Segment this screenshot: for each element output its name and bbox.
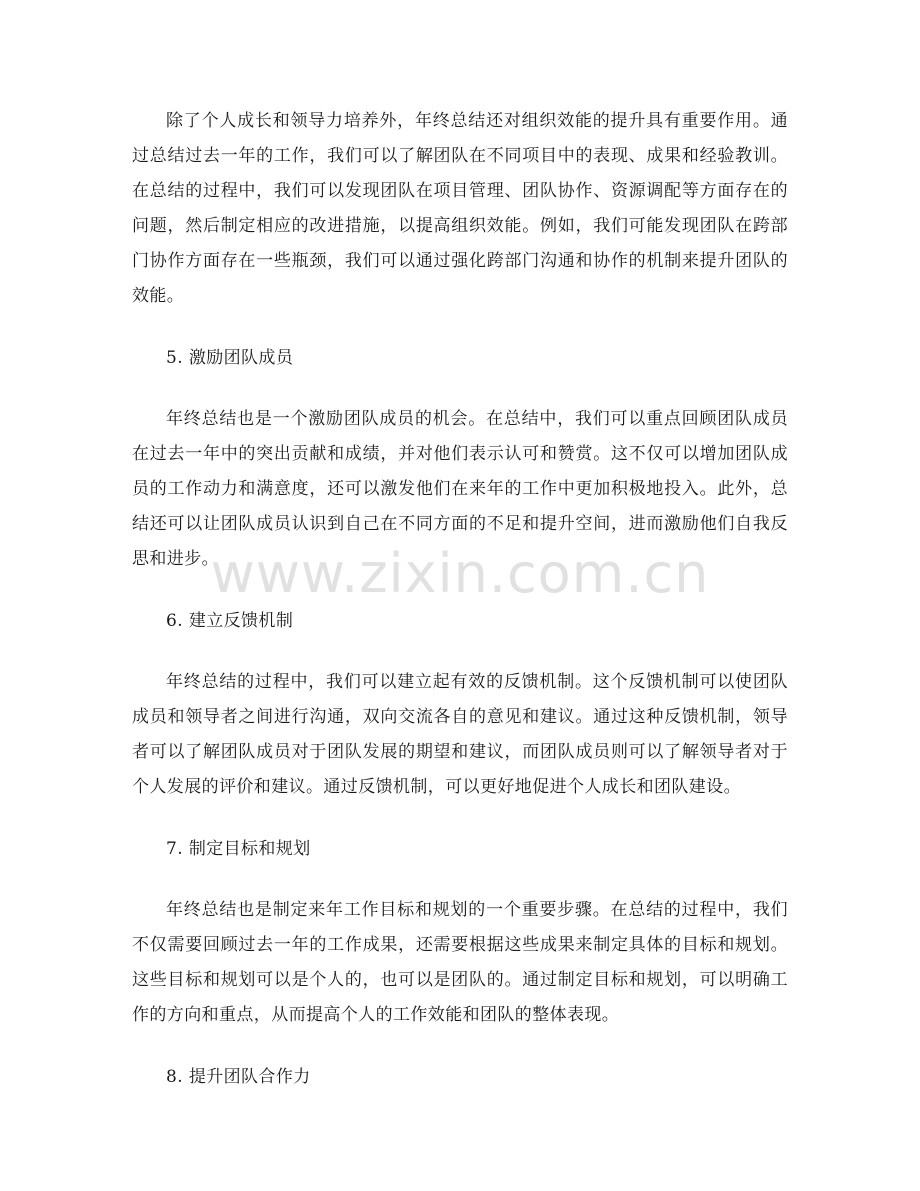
paragraph-feedback-mechanism: 年终总结的过程中，我们可以建立起有效的反馈机制。这个反馈机制可以使团队成员和领导者之间进行沟通，双向交流各自的意见和建议。通过这种反馈机制，领导者可以了解团队成员对于团队发展的期望和建议，而团队成员则可以了解领导者对于个人发展的评价和建议。通过反馈机制，可以更好地促进个人成长和团队建设。 xyxy=(132,672,788,797)
paragraph-motivate-members: 年终总结也是一个激励团队成员的机会。在总结中，我们可以重点回顾团队成员在过去一年中的突出贡献和成绩，并对他们表示认可和赞赏。这不仅可以增加团队成员的工作动力和满意度，还可以激发他们在来年的工作中更加积极地投入。此外，总结还可以让团队成员认识到自己在不同方面的不足和提升空间，进而激励他们自我反思和进步。 xyxy=(132,409,788,569)
section-heading-5: 5. 激励团队成员 xyxy=(166,348,294,368)
watermark-text: www.zixin.com.cn xyxy=(210,542,710,605)
paragraph-goals-planning: 年终总结也是制定来年工作目标和规划的一个重要步骤。在总结的过程中，我们不仅需要回顾过去一年的工作成果，还需要根据这些成果来制定具体的目标和规划。这些目标和规划可以是个人的，也可以是团队的。通过制定目标和规划，可以明确工作的方向和重点，从而提高个人的工作效能和团队的整体表现。 xyxy=(132,900,788,1025)
section-heading-6: 6. 建立反馈机制 xyxy=(166,611,294,631)
section-heading-7: 7. 制定目标和规划 xyxy=(166,839,311,859)
document-body xyxy=(132,104,788,1095)
paragraph-organizational-efficiency: 除了个人成长和领导力培养外，年终总结还对组织效能的提升具有重要作用。通过总结过去一年的工作，我们可以了解团队在不同项目中的表现、成果和经验教训。在总结的过程中，我们可以发现团队在项目管理、团队协作、资源调配等方面存在的问题，然后制定相应的改进措施，以提高组织效能。例如，我们可能发现团队在跨部门协作方面存在一些瓶颈，我们可以通过强化跨部门沟通和协作的机制来提升团队的效能。 xyxy=(132,111,788,306)
section-heading-8: 8. 提升团队合作力 xyxy=(166,1067,311,1087)
